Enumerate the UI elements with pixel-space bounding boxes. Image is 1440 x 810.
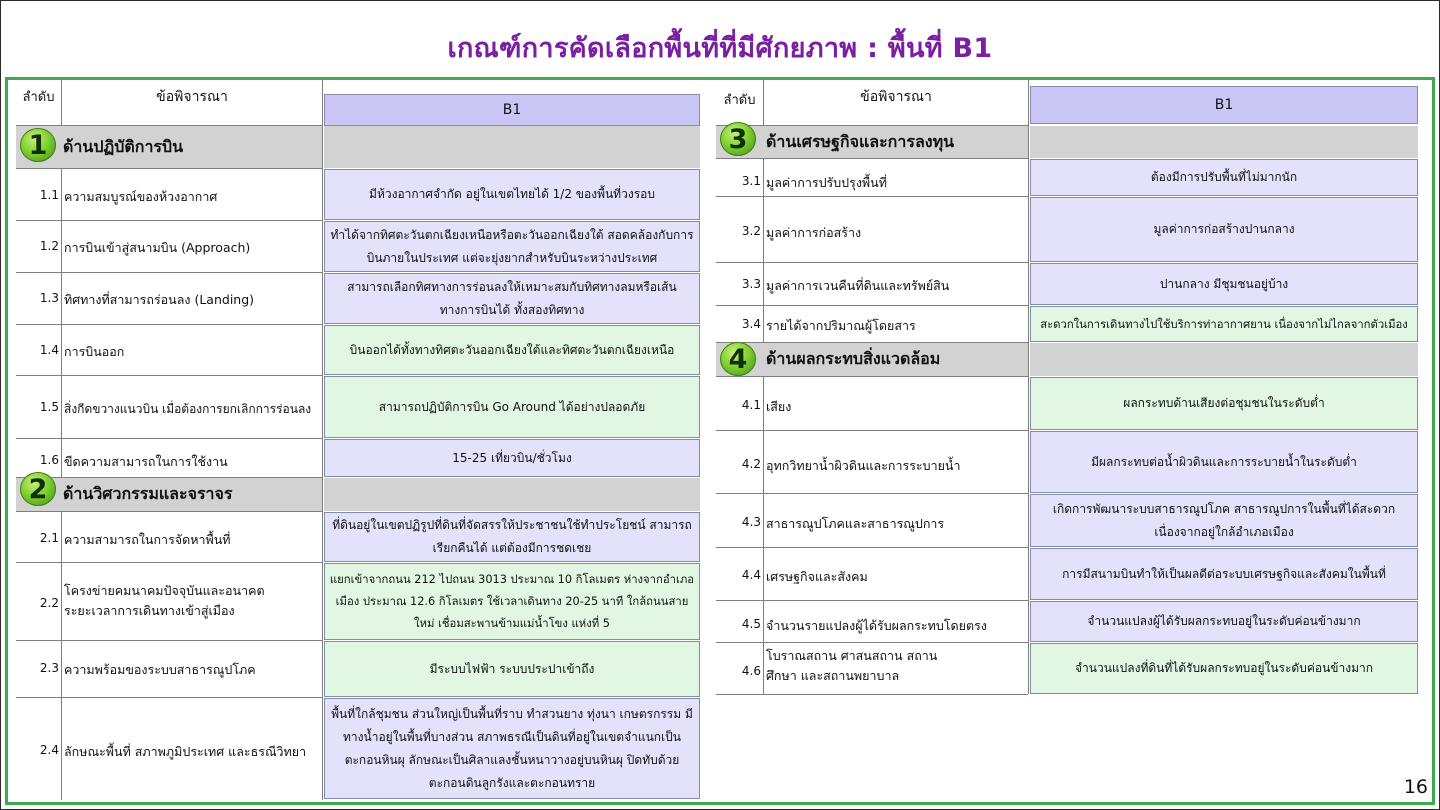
criteria-header: ข้อพิจารณา: [156, 89, 228, 105]
row-b1-value: มีระบบไฟฟ้า ระบบประปาเข้าถึง: [324, 641, 700, 697]
row-number: 1.5: [39, 400, 59, 414]
row-criteria: ความสามารถในการจัดหาพื้นที่: [64, 532, 231, 547]
row-criteria: มูลค่าการก่อสร้าง: [766, 225, 862, 240]
section-b1-blank: [324, 478, 700, 511]
row-number: 1.4: [39, 343, 59, 357]
row-criteria: การบินเข้าสู่สนามบิน (Approach): [64, 240, 251, 255]
row-number: 4.3: [741, 515, 761, 529]
row-b1-value: จำนวนแปลงผู้ได้รับผลกระทบอยู่ในระดับค่อนข้างมาก: [1030, 601, 1418, 642]
row-number: 3.2: [741, 224, 761, 238]
rank-header: ลำดับ: [723, 93, 756, 108]
section-title-flight-ops: ด้านปฏิบัติการบิน: [16, 126, 322, 168]
row-number: 4.2: [741, 457, 761, 471]
row-criteria: โครงข่ายคมนาคมปัจจุบันและอนาคต ระยะเวลาการเดินทางเข้าสู่เมือง: [64, 583, 265, 618]
row-criteria: ลักษณะพื้นที่ สภาพภูมิประเทศ และธรณีวิทยา: [64, 744, 307, 759]
row-b1-value: มีผลกระทบต่อน้ำผิวดินและการระบายน้ำในระดับต่ำ: [1030, 431, 1418, 493]
section-title-engineering: ด้านวิศวกรรมและจราจร: [16, 478, 322, 511]
section-title-environment: ด้านผลกระทบสิ่งแวดล้อม: [716, 343, 1028, 376]
row-number: 3.1: [741, 174, 761, 188]
row-number: 1.2: [39, 239, 59, 253]
row-criteria: ขีดความสามารถในการใช้งาน: [64, 454, 228, 469]
section-badge-4: 4: [720, 342, 756, 376]
row-b1-value: จำนวนแปลงที่ดินที่ได้รับผลกระทบอยู่ในระดับค่อนข้างมาก: [1030, 643, 1418, 694]
row-b1-value: สามารถปฏิบัติการบิน Go Around ได้อย่างปลอดภัย: [324, 376, 700, 438]
row-number: 2.4: [39, 743, 59, 757]
row-b1-value: ต้องมีการปรับพื้นที่ไม่มากนัก: [1030, 159, 1418, 196]
row-number: 3.4: [741, 317, 761, 331]
row-b1-value: 15-25 เที่ยวบิน/ชั่วโมง: [324, 439, 700, 477]
section-b1-blank: [1030, 126, 1418, 158]
row-b1-value: บินออกได้ทั้งทางทิศตะวันออกเฉียงใต้และทิศตะวันตกเฉียงเหนือ: [324, 325, 700, 375]
row-b1-value: พื้นที่ใกล้ชุมชน ส่วนใหญ่เป็นพื้นที่ราบ ทำสวนยาง ทุ่งนา เกษตรกรรม มีทางน้ำอยู่ในพื้นที่บางส่วน สภาพธรณีเป็นดินที่อยู่ในเขตจำแนกเป็นตะกอนหินผุ ลักษณะเป็นศิลาแลงชั้นหนาวางอยู่บนหินผุ ปิดทับด้วยตะกอนดินลูกรังและตะกอนทราย: [324, 698, 700, 799]
row-criteria: เสียง: [766, 399, 792, 414]
row-criteria: สาธารณูปโภคและสาธารณูปการ: [766, 516, 945, 531]
row-b1-value: เกิดการพัฒนาระบบสาธารณูปโภค สาธารณูปการในพื้นที่ได้สะดวก เนื่องจากอยู่ใกล้อำเภอเมือง: [1030, 494, 1418, 547]
row-b1-value: ที่ดินอยู่ในเขตปฏิรูปที่ดินที่จัดสรรให้ประชาชนใช้ทำประโยชน์ สามารถเรียกคืนได้ แต่ต้องมีการชดเชย: [324, 512, 700, 562]
row-b1-value: ปานกลาง มีชุมชนอยู่บ้าง: [1030, 263, 1418, 305]
row-number: 2.3: [39, 661, 59, 675]
section-b1-blank: [1030, 343, 1418, 376]
row-b1-value: แยกเข้าจากถนน 212 ไปถนน 3013 ประมาณ 10 กิโลเมตร ห่างจากอำเภอเมือง ประมาณ 12.6 กิโลเมตร ใช้เวลาเดินทาง 20-25 นาที ใกล้ถนนสายใหม่ เชื่อมสะพานข้ามแม่น้ำโขง แห่งที่ 5: [324, 563, 700, 640]
row-number: 1.1: [39, 188, 59, 202]
section-title-economy: ด้านเศรษฐกิจและการลงทุน: [716, 126, 1028, 158]
row-criteria: ทิศทางที่สามารถร่อนลง (Landing): [64, 292, 255, 307]
row-criteria: รายได้จากปริมาณผู้โดยสาร: [766, 318, 916, 333]
row-number: 4.5: [741, 617, 761, 631]
row-b1-value: ผลกระทบด้านเสียงต่อชุมชนในระดับต่ำ: [1030, 377, 1418, 430]
section-badge-3: 3: [720, 122, 756, 156]
section-badge-2: 2: [20, 472, 56, 506]
section-badge-1: 1: [20, 128, 56, 162]
row-b1-value: สามารถเลือกทิศทางการร่อนลงให้เหมาะสมกับทิศทางลมหรือเส้นทางการบินได้ ทั้งสองทิศทาง: [324, 273, 700, 324]
area-header: B1: [324, 94, 700, 126]
row-criteria: การบินออก: [64, 344, 125, 359]
page-number: 16: [1403, 776, 1428, 798]
row-b1-value: มูลค่าการก่อสร้างปานกลาง: [1030, 197, 1418, 262]
row-criteria: อุทกวิทยาน้ำผิวดินและการระบายน้ำ: [766, 458, 961, 473]
row-number: 2.1: [39, 531, 59, 545]
row-number: 4.4: [741, 568, 761, 582]
row-number: 4.6: [741, 664, 761, 678]
row-number: 4.1: [741, 398, 761, 412]
row-criteria: มูลค่าการปรับปรุงพื้นที่: [766, 175, 887, 190]
row-criteria: มูลค่าการเวนคืนที่ดินและทรัพย์สิน: [766, 278, 950, 293]
row-criteria: เศรษฐกิจและสังคม: [766, 569, 868, 584]
row-b1-value: การมีสนามบินทำให้เป็นผลดีต่อระบบเศรษฐกิจและสังคมในพื้นที่: [1030, 548, 1418, 600]
row-number: 3.3: [741, 277, 761, 291]
row-number: 1.6: [39, 453, 59, 467]
row-criteria: ความสมบูรณ์ของห้วงอากาศ: [64, 189, 218, 204]
area-header: B1: [1030, 86, 1418, 124]
row-b1-value: สะดวกในการเดินทางไปใช้บริการท่าอากาศยาน เนื่องจากไม่ไกลจากตัวเมือง: [1030, 306, 1418, 342]
row-criteria: สิ่งกีดขวางแนวบิน เมื่อต้องการยกเลิกการร่อนลง: [64, 402, 312, 416]
criteria-header: ข้อพิจารณา: [860, 89, 932, 105]
page-title: เกณฑ์การคัดเลือกพื้นที่ที่มีศักยภาพ : พื้นที่ B1: [447, 33, 993, 64]
row-number: 1.3: [39, 291, 59, 305]
row-number: 2.2: [39, 596, 59, 610]
rank-header: ลำดับ: [22, 90, 55, 105]
row-criteria: จำนวนรายแปลงผู้ได้รับผลกระทบโดยตรง: [766, 618, 987, 633]
row-b1-value: ทำได้จากทิศตะวันตกเฉียงเหนือหรือตะวันออกเฉียงใต้ สอดคล้องกับการบินภายในประเทศ แต่จะยุ่งยากสำหรับบินระหว่างประเทศ: [324, 221, 700, 272]
section-b1-blank: [324, 126, 700, 168]
row-criteria: โบราณสถาน ศาสนสถาน สถานศึกษา และสถานพยาบาล: [766, 648, 938, 683]
row-criteria: ความพร้อมของระบบสาธารณูปโภค: [64, 662, 256, 677]
row-b1-value: มีห้วงอากาศจำกัด อยู่ในเขตไทยได้ 1/2 ของพื้นที่วงรอบ: [324, 169, 700, 220]
